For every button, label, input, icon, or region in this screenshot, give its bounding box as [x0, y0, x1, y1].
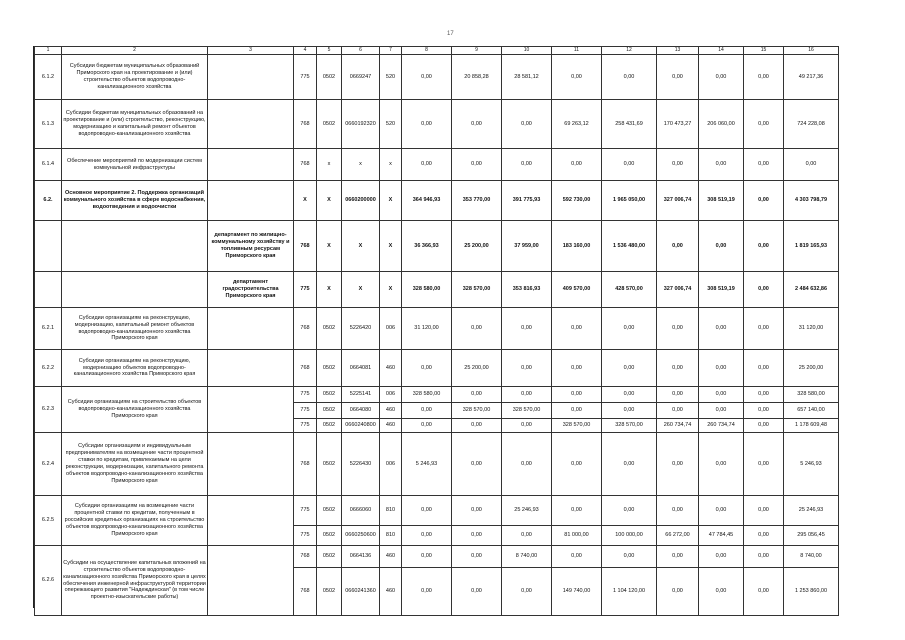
expense-type: 460: [380, 403, 402, 419]
value-cell: 0,00: [744, 350, 784, 387]
header-cell: 3: [208, 47, 294, 55]
value-cell: 37 959,00: [502, 221, 552, 272]
executor: [208, 55, 294, 100]
value-cell: 36 366,93: [402, 221, 452, 272]
section-code: X: [317, 272, 342, 308]
target-code: 0660200000: [342, 181, 380, 221]
grbs-code: 768: [294, 433, 317, 496]
header-cell: 8: [402, 47, 452, 55]
section-code: 0502: [317, 350, 342, 387]
section-code: X: [317, 221, 342, 272]
value-cell: 0,00: [699, 403, 744, 419]
value-cell: 0,00: [452, 526, 502, 546]
header-cell: 4: [294, 47, 317, 55]
measure-name: Основное мероприятие 2. Поддержка организаций коммунального хозяйства в сфере водоснабжения, водоотведения и водоочистки: [62, 181, 208, 221]
expense-type: X: [380, 221, 402, 272]
target-code: 0666060: [342, 496, 380, 526]
grbs-code: 768: [294, 308, 317, 350]
value-cell: 391 775,93: [502, 181, 552, 221]
value-cell: 0,00: [744, 272, 784, 308]
value-cell: 206 060,00: [699, 100, 744, 149]
value-cell: 0,00: [699, 546, 744, 568]
table-row: [35, 272, 839, 308]
value-cell: 1 965 050,00: [602, 181, 657, 221]
value-cell: 0,00: [402, 419, 452, 433]
expense-type: 520: [380, 55, 402, 100]
value-cell: 0,00: [552, 387, 602, 403]
value-cell: 0,00: [552, 55, 602, 100]
grbs-code: 775: [294, 387, 317, 403]
value-cell: 0,00: [602, 496, 657, 526]
total-cell: 295 056,45: [784, 526, 839, 546]
value-cell: 0,00: [744, 181, 784, 221]
table-row: [35, 496, 839, 526]
total-cell: 25 246,93: [784, 496, 839, 526]
value-cell: 0,00: [657, 149, 699, 181]
row-number: 6.2.4: [35, 433, 62, 496]
total-cell: 49 217,36: [784, 55, 839, 100]
expense-type: 460: [380, 419, 402, 433]
value-cell: 0,00: [699, 568, 744, 616]
expense-type: X: [380, 272, 402, 308]
header-cell: 9: [452, 47, 502, 55]
section-code: 0502: [317, 568, 342, 616]
expense-type: 460: [380, 350, 402, 387]
value-cell: 328 580,00: [402, 272, 452, 308]
table-row: [35, 149, 839, 181]
section-code: 0502: [317, 308, 342, 350]
value-cell: 0,00: [452, 433, 502, 496]
value-cell: 0,00: [699, 433, 744, 496]
expense-type: X: [380, 181, 402, 221]
target-code: 5226430: [342, 433, 380, 496]
target-code: 5225141: [342, 387, 380, 403]
value-cell: 0,00: [657, 387, 699, 403]
total-cell: 1 253 860,00: [784, 568, 839, 616]
section-code: 0502: [317, 419, 342, 433]
value-cell: 25 246,93: [502, 496, 552, 526]
value-cell: 0,00: [602, 403, 657, 419]
value-cell: 0,00: [744, 526, 784, 546]
row-number: 6.1.3: [35, 100, 62, 149]
section-code: 0502: [317, 100, 342, 149]
value-cell: 353 816,93: [502, 272, 552, 308]
executor: [208, 350, 294, 387]
measure-name: [62, 272, 208, 308]
grbs-code: 775: [294, 496, 317, 526]
value-cell: 0,00: [402, 100, 452, 149]
target-code: 0664081: [342, 350, 380, 387]
value-cell: 0,00: [552, 350, 602, 387]
value-cell: 0,00: [452, 149, 502, 181]
row-number: 6.2.2: [35, 350, 62, 387]
total-cell: 0,00: [784, 149, 839, 181]
table-row: [35, 181, 839, 221]
table-row: [35, 546, 839, 568]
measure-name: Субсидии на осуществление капитальных вложений на строительство объектов водопроводно-канализационного хозяйства Приморского края в целях обеспечения инженерной инфраструктурой территории опережающего развития "Надеждинская" (в том числе проектно-изыскательские работы): [62, 546, 208, 616]
section-code: 0502: [317, 403, 342, 419]
section-code: 0502: [317, 546, 342, 568]
value-cell: 66 272,00: [657, 526, 699, 546]
expense-type: 460: [380, 568, 402, 616]
row-number: 6.1.4: [35, 149, 62, 181]
value-cell: 0,00: [402, 149, 452, 181]
target-code: 0664080: [342, 403, 380, 419]
value-cell: 308 519,19: [699, 181, 744, 221]
value-cell: 0,00: [552, 403, 602, 419]
target-code: 0669247: [342, 55, 380, 100]
header-cell: 6: [342, 47, 380, 55]
grbs-code: X: [294, 181, 317, 221]
header-cell: 2: [62, 47, 208, 55]
value-cell: 0,00: [402, 496, 452, 526]
value-cell: 0,00: [602, 149, 657, 181]
executor: [208, 546, 294, 616]
grbs-code: 768: [294, 546, 317, 568]
value-cell: 0,00: [552, 433, 602, 496]
expense-type: 006: [380, 433, 402, 496]
value-cell: 0,00: [452, 496, 502, 526]
value-cell: 0,00: [452, 308, 502, 350]
value-cell: 409 570,00: [552, 272, 602, 308]
value-cell: 0,00: [657, 568, 699, 616]
value-cell: 0,00: [657, 496, 699, 526]
value-cell: 0,00: [402, 350, 452, 387]
grbs-code: 768: [294, 350, 317, 387]
row-number: [35, 272, 62, 308]
target-code: 0664136: [342, 546, 380, 568]
total-cell: 5 246,93: [784, 433, 839, 496]
value-cell: 0,00: [657, 55, 699, 100]
value-cell: 0,00: [744, 221, 784, 272]
value-cell: 81 000,00: [552, 526, 602, 546]
value-cell: 0,00: [602, 55, 657, 100]
value-cell: 20 858,28: [452, 55, 502, 100]
value-cell: 0,00: [452, 546, 502, 568]
expense-type: 006: [380, 308, 402, 350]
value-cell: 0,00: [744, 308, 784, 350]
header-row: [35, 47, 839, 55]
value-cell: 0,00: [699, 496, 744, 526]
grbs-code: 775: [294, 403, 317, 419]
value-cell: 0,00: [552, 496, 602, 526]
table-row: [35, 308, 839, 350]
value-cell: 328 570,00: [502, 403, 552, 419]
value-cell: 0,00: [744, 100, 784, 149]
value-cell: 0,00: [502, 308, 552, 350]
measure-name: Обеспечение мероприятий по модернизации систем коммунальной инфраструктуры: [62, 149, 208, 181]
row-number: [35, 221, 62, 272]
table-row: [35, 387, 839, 403]
total-cell: 724 228,08: [784, 100, 839, 149]
section-code: 0502: [317, 433, 342, 496]
section-code: x: [317, 149, 342, 181]
expense-type: 810: [380, 526, 402, 546]
budget-table: [34, 46, 839, 616]
value-cell: 428 570,00: [602, 272, 657, 308]
value-cell: 364 946,93: [402, 181, 452, 221]
value-cell: 1 536 480,00: [602, 221, 657, 272]
measure-name: Субсидии организациям на реконструкцию, модернизацию объектов водопроводно-канализационного хозяйства Приморского края: [62, 350, 208, 387]
section-code: 0502: [317, 526, 342, 546]
measure-name: Субсидии бюджетам муниципальных образований на проектирование и (или) строительство, реконструкцию, модернизацию и капитальный ремонт объектов водопроводно-канализационного хозяйства: [62, 100, 208, 149]
header-cell: 14: [699, 47, 744, 55]
executor: [208, 433, 294, 496]
value-cell: 0,00: [657, 221, 699, 272]
row-number: 6.2.: [35, 181, 62, 221]
value-cell: 353 770,00: [452, 181, 502, 221]
target-code: 0660192320: [342, 100, 380, 149]
section-code: X: [317, 181, 342, 221]
value-cell: 328 570,00: [452, 272, 502, 308]
value-cell: 25 200,00: [452, 221, 502, 272]
table-row: [35, 100, 839, 149]
value-cell: 327 006,74: [657, 181, 699, 221]
value-cell: 0,00: [552, 546, 602, 568]
value-cell: 0,00: [699, 387, 744, 403]
value-cell: 183 160,00: [552, 221, 602, 272]
grbs-code: 768: [294, 149, 317, 181]
header-cell: 5: [317, 47, 342, 55]
value-cell: 47 784,45: [699, 526, 744, 546]
value-cell: 0,00: [452, 568, 502, 616]
value-cell: 0,00: [657, 308, 699, 350]
value-cell: 0,00: [452, 419, 502, 433]
measure-name: Субсидии организациям на строительство объектов водопроводно-канализационного хозяйства Приморского края: [62, 387, 208, 433]
measure-name: Субсидии организациям на возмещение части процентной ставки по кредитам, полученным в российских кредитных организациях на строительство объектов водопроводно-канализационного хозяйства Приморского края: [62, 496, 208, 546]
total-cell: 31 120,00: [784, 308, 839, 350]
value-cell: 0,00: [744, 403, 784, 419]
header-cell: 16: [784, 47, 839, 55]
value-cell: 0,00: [502, 568, 552, 616]
value-cell: 0,00: [502, 100, 552, 149]
grbs-code: 775: [294, 419, 317, 433]
value-cell: 0,00: [402, 526, 452, 546]
value-cell: 100 000,00: [602, 526, 657, 546]
value-cell: 0,00: [699, 55, 744, 100]
value-cell: 260 734,74: [657, 419, 699, 433]
grbs-code: 775: [294, 55, 317, 100]
value-cell: 0,00: [744, 55, 784, 100]
target-code: X: [342, 272, 380, 308]
target-code: x: [342, 149, 380, 181]
value-cell: 0,00: [402, 403, 452, 419]
value-cell: 258 431,69: [602, 100, 657, 149]
header-cell: 10: [502, 47, 552, 55]
value-cell: 0,00: [502, 149, 552, 181]
header-cell: 15: [744, 47, 784, 55]
total-cell: 2 484 632,86: [784, 272, 839, 308]
value-cell: 0,00: [602, 546, 657, 568]
grbs-code: 768: [294, 100, 317, 149]
value-cell: 69 263,12: [552, 100, 602, 149]
row-number: 6.2.3: [35, 387, 62, 433]
value-cell: 0,00: [602, 308, 657, 350]
value-cell: 260 734,74: [699, 419, 744, 433]
total-cell: 8 740,00: [784, 546, 839, 568]
table-row: [35, 221, 839, 272]
expense-type: 810: [380, 496, 402, 526]
expense-type: 520: [380, 100, 402, 149]
row-number: 6.1.2: [35, 55, 62, 100]
value-cell: 1 104 120,00: [602, 568, 657, 616]
executor: [208, 496, 294, 546]
header-cell: 11: [552, 47, 602, 55]
value-cell: 0,00: [502, 350, 552, 387]
value-cell: 592 730,00: [552, 181, 602, 221]
target-code: 5226420: [342, 308, 380, 350]
grbs-code: 775: [294, 526, 317, 546]
page-number: 17: [447, 31, 454, 37]
value-cell: 0,00: [744, 387, 784, 403]
value-cell: 327 006,74: [657, 272, 699, 308]
value-cell: 0,00: [744, 419, 784, 433]
value-cell: 0,00: [452, 387, 502, 403]
value-cell: 0,00: [552, 308, 602, 350]
executor: департамент градостроительства Приморского края: [208, 272, 294, 308]
executor: [208, 181, 294, 221]
total-cell: 1 819 165,93: [784, 221, 839, 272]
value-cell: 0,00: [699, 221, 744, 272]
value-cell: 328 570,00: [552, 419, 602, 433]
value-cell: 0,00: [657, 350, 699, 387]
total-cell: 657 140,00: [784, 403, 839, 419]
table-row: [35, 55, 839, 100]
value-cell: 308 519,19: [699, 272, 744, 308]
value-cell: 149 740,00: [552, 568, 602, 616]
value-cell: 0,00: [502, 526, 552, 546]
total-cell: 4 303 798,79: [784, 181, 839, 221]
value-cell: 31 120,00: [402, 308, 452, 350]
value-cell: 0,00: [502, 433, 552, 496]
value-cell: 0,00: [402, 546, 452, 568]
measure-name: [62, 221, 208, 272]
value-cell: 0,00: [402, 55, 452, 100]
value-cell: 0,00: [452, 100, 502, 149]
executor: [208, 308, 294, 350]
value-cell: 0,00: [744, 149, 784, 181]
measure-name: Субсидии бюджетам муниципальных образований Приморского края на проектирование и (или) строительство объектов водопроводно-канализационного хозяйства: [62, 55, 208, 100]
measure-name: Субсидии организациям на реконструкцию, модернизацию, капитальный ремонт объектов водопроводно-канализационного хозяйства Приморского края: [62, 308, 208, 350]
value-cell: 0,00: [699, 308, 744, 350]
table-row: [35, 350, 839, 387]
value-cell: 0,00: [744, 568, 784, 616]
header-cell: 7: [380, 47, 402, 55]
value-cell: 28 581,12: [502, 55, 552, 100]
value-cell: 0,00: [657, 433, 699, 496]
total-cell: 1 178 609,48: [784, 419, 839, 433]
target-code: 0660250600: [342, 526, 380, 546]
value-cell: 0,00: [602, 387, 657, 403]
row-number: 6.2.1: [35, 308, 62, 350]
grbs-code: 768: [294, 221, 317, 272]
value-cell: 0,00: [657, 403, 699, 419]
section-code: 0502: [317, 496, 342, 526]
target-code: X: [342, 221, 380, 272]
grbs-code: 768: [294, 568, 317, 616]
value-cell: 5 246,93: [402, 433, 452, 496]
header-cell: 12: [602, 47, 657, 55]
expense-type: 006: [380, 387, 402, 403]
value-cell: 0,00: [744, 433, 784, 496]
row-number: 6.2.5: [35, 496, 62, 546]
total-cell: 25 200,00: [784, 350, 839, 387]
value-cell: 0,00: [552, 149, 602, 181]
value-cell: 0,00: [657, 546, 699, 568]
value-cell: 170 473,27: [657, 100, 699, 149]
row-number: 6.2.6: [35, 546, 62, 616]
header-cell: 1: [35, 47, 62, 55]
value-cell: 0,00: [502, 387, 552, 403]
value-cell: 0,00: [744, 546, 784, 568]
executor: департамент по жилищно-коммунальному хозяйству и топливным ресурсам Приморского края: [208, 221, 294, 272]
value-cell: 328 580,00: [402, 387, 452, 403]
table-row: [35, 433, 839, 496]
header-cell: 13: [657, 47, 699, 55]
section-code: 0502: [317, 387, 342, 403]
value-cell: 328 570,00: [602, 419, 657, 433]
value-cell: 0,00: [744, 496, 784, 526]
grbs-code: 775: [294, 272, 317, 308]
expense-type: 460: [380, 546, 402, 568]
value-cell: 328 570,00: [452, 403, 502, 419]
executor: [208, 149, 294, 181]
value-cell: 25 200,00: [452, 350, 502, 387]
value-cell: 0,00: [699, 149, 744, 181]
expense-type: x: [380, 149, 402, 181]
total-cell: 328 580,00: [784, 387, 839, 403]
executor: [208, 100, 294, 149]
value-cell: 0,00: [602, 350, 657, 387]
value-cell: 0,00: [502, 419, 552, 433]
executor: [208, 387, 294, 433]
section-code: 0502: [317, 55, 342, 100]
value-cell: 0,00: [402, 568, 452, 616]
value-cell: 8 740,00: [502, 546, 552, 568]
value-cell: 0,00: [699, 350, 744, 387]
target-code: 0660240800: [342, 419, 380, 433]
target-code: 0660241360: [342, 568, 380, 616]
value-cell: 0,00: [602, 433, 657, 496]
measure-name: Субсидии организациям и индивидуальным предпринимателям на возмещение части процентной ставки по кредитам, привлекаемым на цели реконструкции, модернизации, капитального ремонта объектов водопроводно-канализационного хозяйства Приморского края: [62, 433, 208, 496]
